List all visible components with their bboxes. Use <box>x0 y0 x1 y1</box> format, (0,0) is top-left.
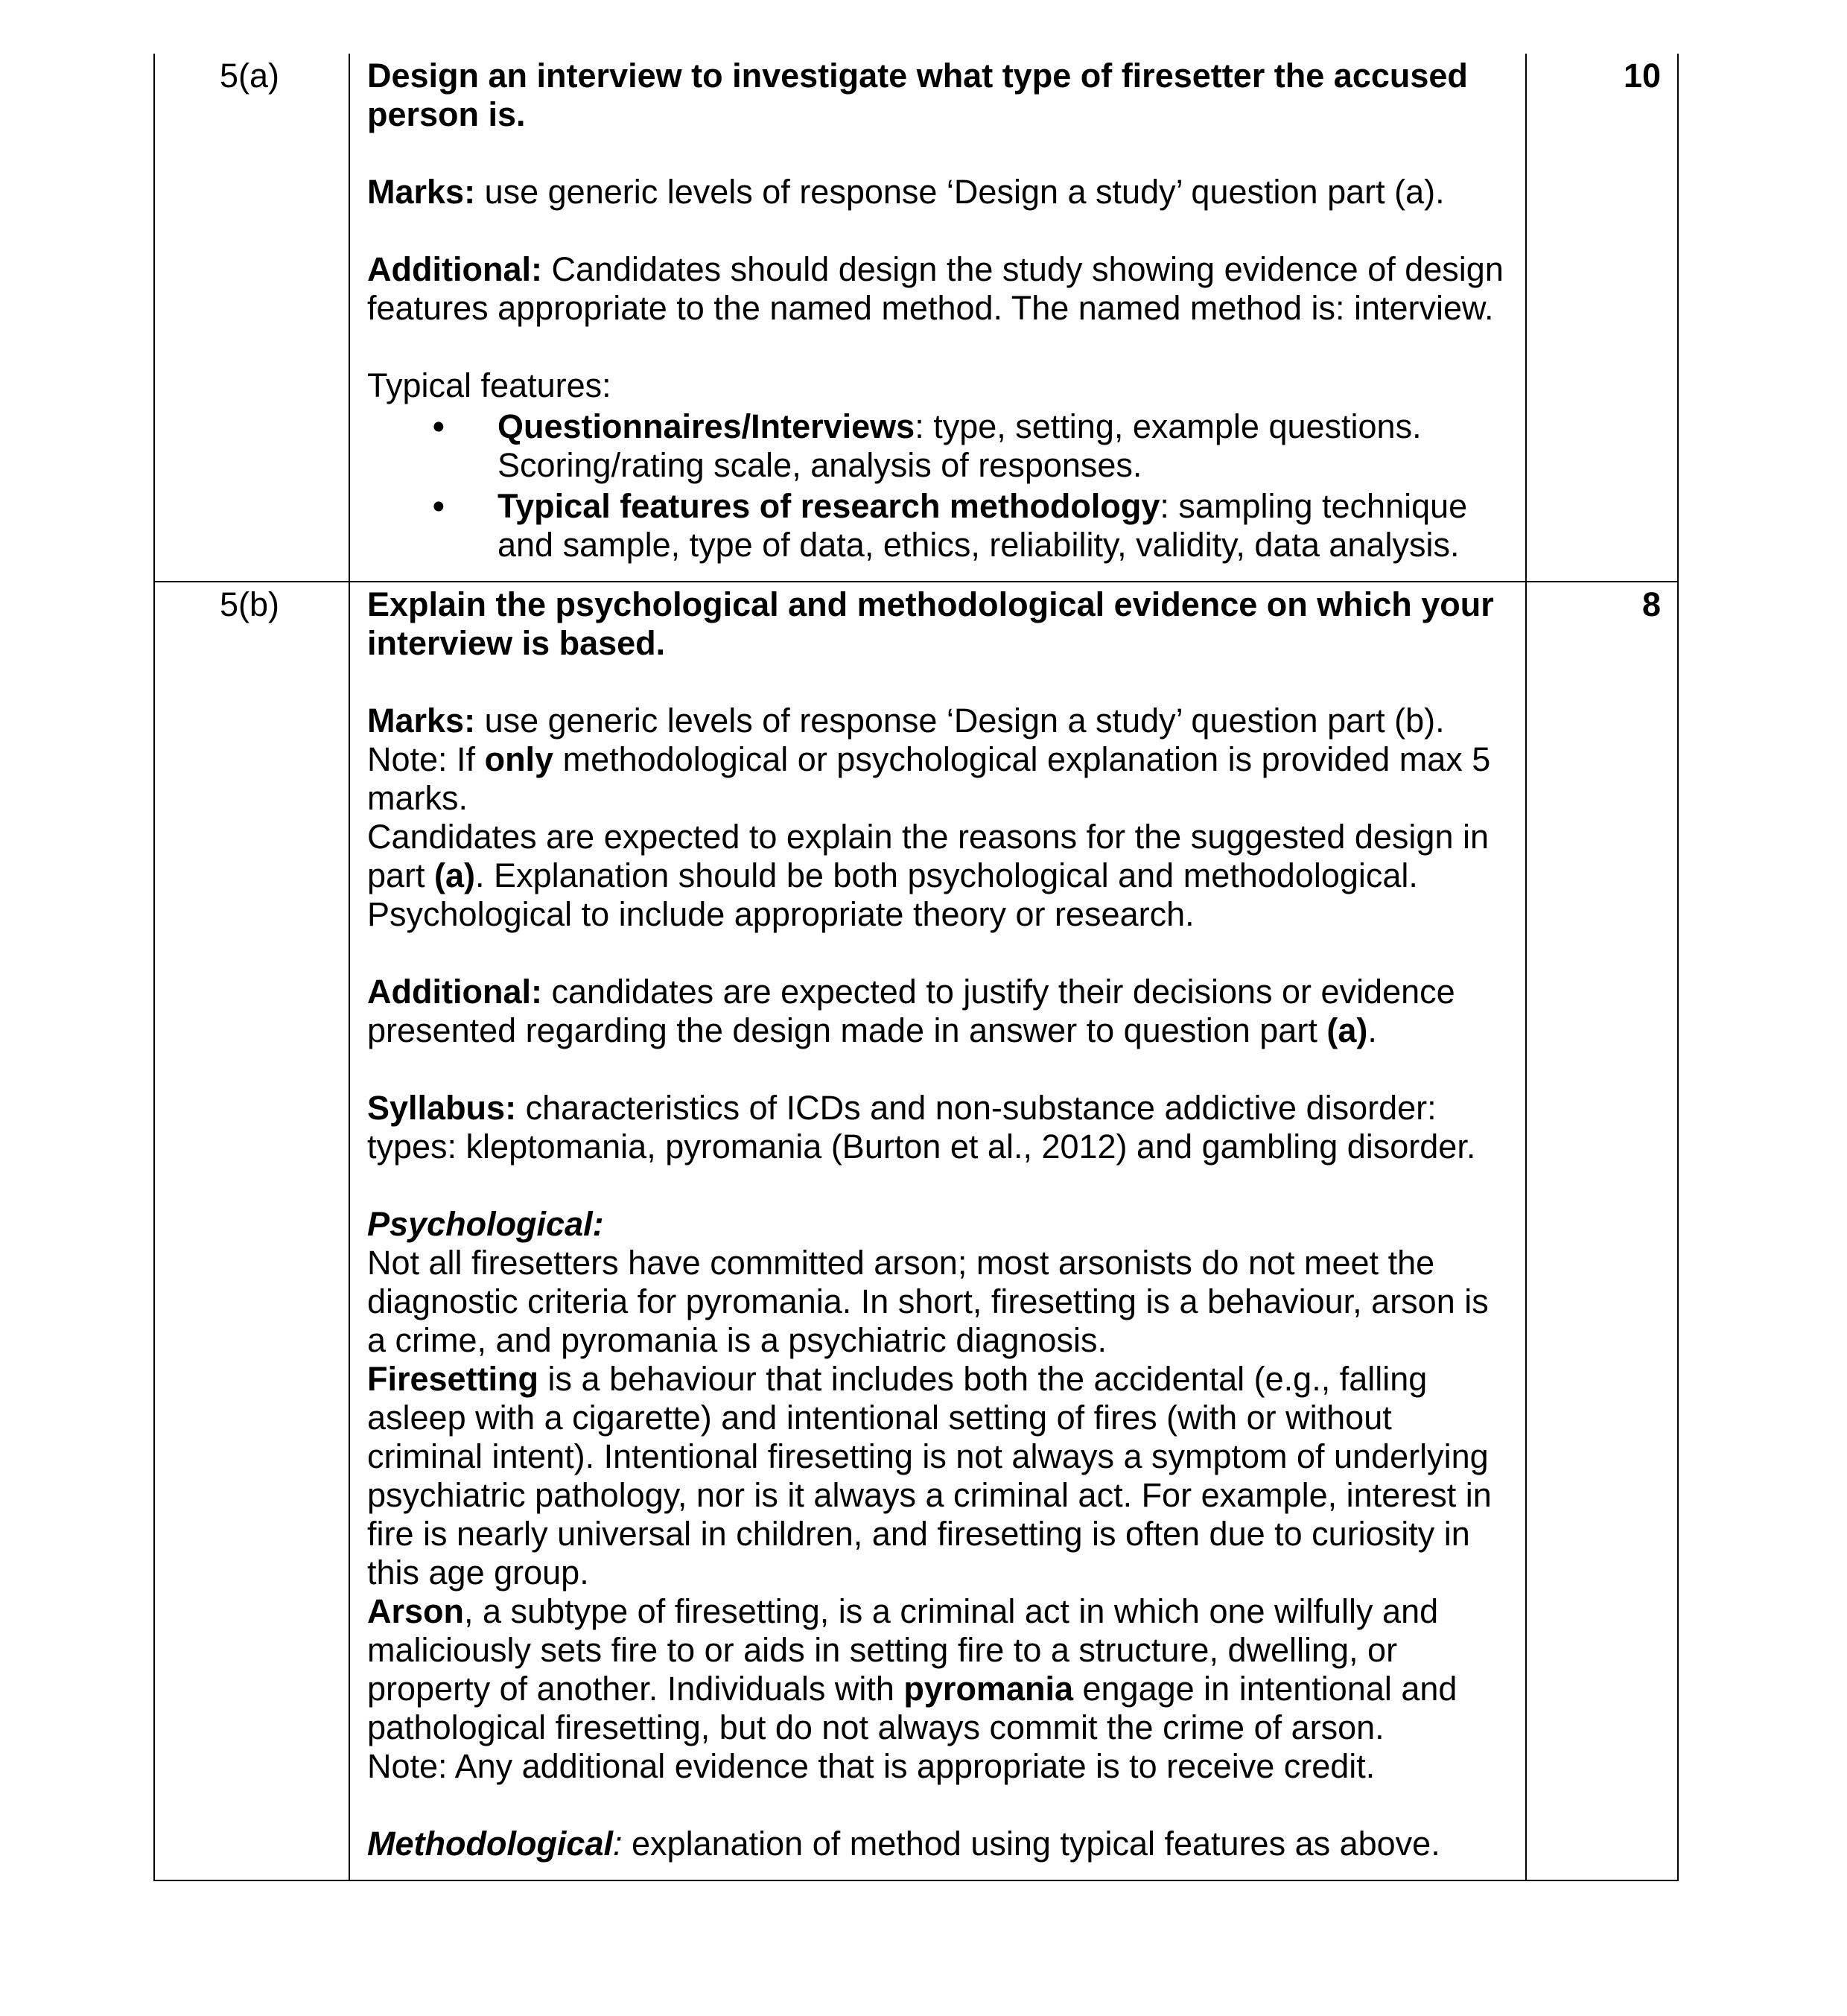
additional-label: Additional: <box>367 973 542 1011</box>
credit-note: Note: Any additional evidence that is appropriate is to receive credit. <box>367 1747 1376 1785</box>
firesetting-paragraph <box>367 1360 1504 1592</box>
marks-cell <box>1526 54 1678 582</box>
list-item <box>367 487 1504 565</box>
marks-paragraph <box>367 173 1504 212</box>
methodological-colon: : <box>613 1825 623 1863</box>
feature-label: Typical features of research methodology <box>497 487 1160 525</box>
feature-text: : type, setting, example questions. Scoring/rating scale, analysis of responses. <box>497 407 1422 484</box>
marks-total: 8 <box>1641 585 1661 623</box>
additional-end: . <box>1367 1011 1377 1049</box>
psychological-heading: Psychological: <box>367 1205 604 1243</box>
expect-prefix: Candidates are expected to explain the reasons for the suggested design in part <box>367 818 1490 894</box>
marks-text: use generic levels of response ‘Design a study’ question part (b). <box>475 702 1445 740</box>
additional-label: Additional: <box>367 250 542 288</box>
firesetting-text: is a behaviour that includes both the accidental (e.g., falling asleep with a cigarette) and intentional setting of fires (with or without criminal intent). Intentional firesetting is not always a symptom of underlying psychiatric pathology, nor is it always a criminal act. For example, interest in fire is nearly universal in children, and firesetting is often due to curiosity in this age group. <box>367 1360 1492 1592</box>
question-number-cell <box>154 582 349 1880</box>
question-text: Design an interview to investigate what type of firesetter the accused person is. <box>367 57 1468 133</box>
additional-text: candidates are expected to justify their decisions or evidence presented regarding the design made in answer to question part <box>367 973 1455 1049</box>
methodological-text: explanation of method using typical features as above. <box>622 1825 1440 1863</box>
note-bold: only <box>484 740 554 778</box>
arson-paragraph <box>367 1592 1504 1747</box>
additional-paragraph <box>367 973 1504 1050</box>
syllabus-label: Syllabus: <box>367 1089 517 1127</box>
marks-cell <box>1526 582 1678 1880</box>
syllabus-paragraph <box>367 1089 1504 1166</box>
additional-paragraph <box>367 250 1504 328</box>
marks-text: use generic levels of response ‘Design a study’ question part (a). <box>475 173 1445 211</box>
arson-text: , a subtype of firesetting, is a criminal act in which one wilfully and maliciously sets fire to or aids in setting fire to a structure, dwelling, or property of another. Individuals with <box>367 1592 1439 1708</box>
additional-bold: (a) <box>1326 1011 1368 1049</box>
answer-cell <box>349 582 1526 1880</box>
methodological-paragraph <box>367 1825 1504 1863</box>
marks-total: 10 <box>1623 57 1661 95</box>
marks-label: Marks: <box>367 702 476 740</box>
table-row-part-a <box>154 54 1678 582</box>
firesetting-label: Firesetting <box>367 1360 539 1398</box>
marks-label: Marks: <box>367 173 476 211</box>
mark-scheme-table <box>153 54 1679 1881</box>
feature-text: : sampling technique and sample, type of data, ethics, reliability, validity, data analysis. <box>497 487 1468 564</box>
question-number: 5(a) <box>219 57 279 95</box>
typical-features-heading: Typical features: <box>367 366 611 404</box>
expectation-paragraph <box>367 818 1504 934</box>
pyromania-text: engage in intentional and pathological firesetting, but do not always commit the crime of arson. <box>367 1670 1457 1746</box>
note-paragraph <box>367 740 1504 818</box>
question-number-cell <box>154 54 349 582</box>
feature-label: Questionnaires/Interviews <box>497 407 915 445</box>
additional-text: Candidates should design the study showing evidence of design features appropriate to the named method. The named method is: interview. <box>367 250 1504 327</box>
question-number: 5(b) <box>219 585 279 623</box>
psych-paragraph: Not all firesetters have committed arson; most arsonists do not meet the diagnostic criteria for pyromania. In short, firesetting is a behaviour, arson is a crime, and pyromania is a psychiatric diagnosis. <box>367 1244 1489 1359</box>
list-item <box>367 407 1504 485</box>
syllabus-text: characteristics of ICDs and non-substance addictive disorder: types: kleptomania, pyromania (Burton et al., 2012) and gambling disorder. <box>367 1089 1476 1166</box>
features-list <box>367 407 1504 565</box>
note-prefix: Note: If <box>367 740 485 778</box>
expect-suffix: . Explanation should be both psychological and methodological. Psychological to include appropriate theory or research. <box>367 856 1418 933</box>
marks-paragraph <box>367 702 1504 740</box>
pyromania-label: pyromania <box>903 1670 1073 1708</box>
expect-bold: (a) <box>434 856 476 894</box>
bullet-icon: • <box>433 487 445 525</box>
arson-label: Arson <box>367 1592 465 1630</box>
methodological-label: Methodological <box>367 1825 613 1863</box>
bullet-icon: • <box>433 407 445 445</box>
answer-cell <box>349 54 1526 582</box>
note-suffix: methodological or psychological explanation is provided max 5 marks. <box>367 740 1491 817</box>
table-row-part-b <box>154 582 1678 1880</box>
question-text: Explain the psychological and methodological evidence on which your interview is based. <box>367 585 1494 662</box>
